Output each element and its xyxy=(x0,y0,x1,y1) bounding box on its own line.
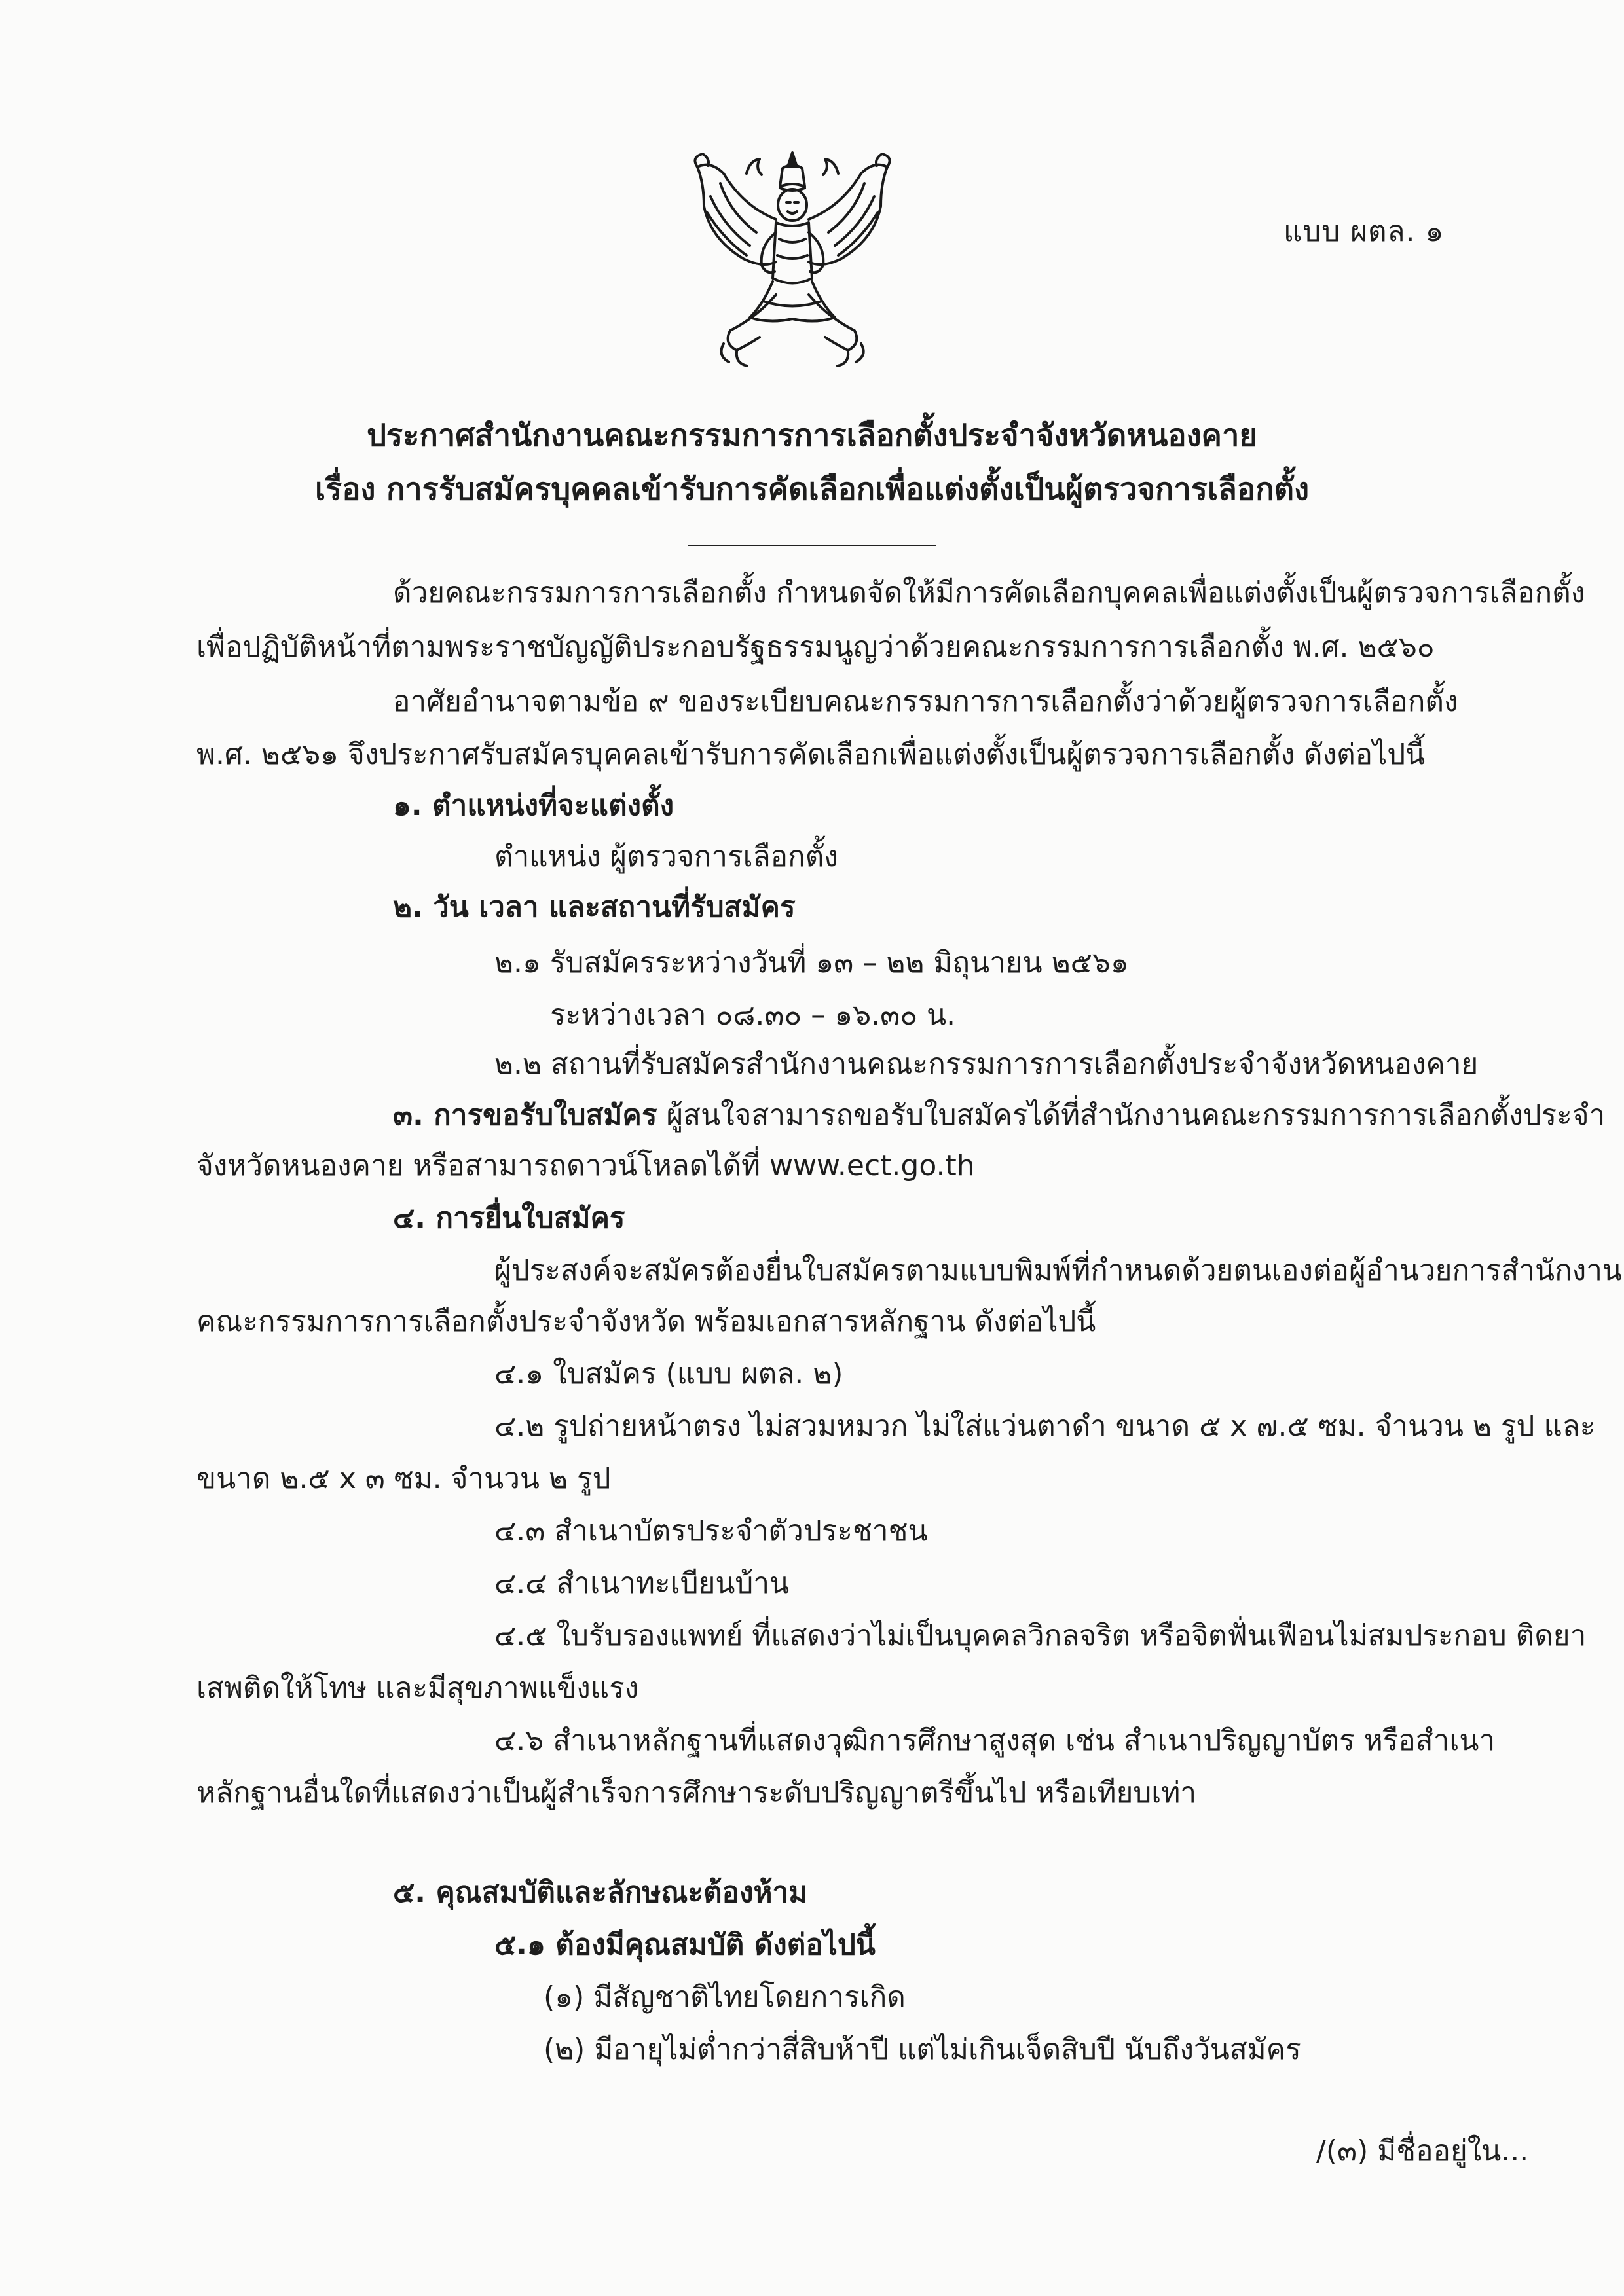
section-4-heading: ๔. การยื่นใบสมัคร xyxy=(393,1201,625,1235)
section-5-1-heading: ๕.๑ ต้องมีคุณสมบัติ ดังต่อไปนี้ xyxy=(494,1928,876,1961)
section-2-item-1-time: ระหว่างเวลา ๐๘.๓๐ – ๑๖.๓๐ น. xyxy=(550,998,956,1032)
section-4-item-3: ๔.๓ สำเนาบัตรประจำตัวประชาชน xyxy=(494,1514,928,1548)
section-4-item-2-line2: ขนาด ๒.๕ x ๓ ซม. จำนวน ๒ รูป xyxy=(196,1462,611,1495)
intro-p2-line1: อาศัยอำนาจตามข้อ ๙ ของระเบียบคณะกรรมการการเลือกตั้งว่าด้วยผู้ตรวจการเลือกตั้ง xyxy=(393,685,1458,718)
section-4-item-6-line2: หลักฐานอื่นใดที่แสดงว่าเป็นผู้สำเร็จการศึกษาระดับปริญญาตรีขึ้นไป หรือเทียบเท่า xyxy=(196,1776,1197,1810)
section-2-item-2: ๒.๒ สถานที่รับสมัครสำนักงานคณะกรรมการการเลือกตั้งประจำจังหวัดหนองคาย xyxy=(494,1048,1479,1081)
section-3-heading: ๓. การขอรับใบสมัคร xyxy=(393,1099,657,1132)
section-4-item-2-line1: ๔.๒ รูปถ่ายหน้าตรง ไม่สวมหมวก ไม่ใส่แว่นตาดำ ขนาด ๕ x ๗.๕ ซม. จำนวน ๒ รูป และ xyxy=(494,1410,1596,1443)
section-4-item-1: ๔.๑ ใบสมัคร (แบบ ผตล. ๒) xyxy=(494,1357,843,1391)
section-3-line2: จังหวัดหนองคาย หรือสามารถดาวน์โหลดได้ที่ www.ect.go.th xyxy=(196,1149,975,1182)
garuda-emblem-icon xyxy=(684,147,900,373)
section-4-item-5-line1: ๔.๕ ใบรับรองแพทย์ ที่แสดงว่าไม่เป็นบุคคลวิกลจริต หรือจิตฟั่นเฟือนไม่สมประกอบ ติดยา xyxy=(494,1619,1587,1652)
intro-p2-line2: พ.ศ. ๒๕๖๑ จึงประกาศรับสมัครบุคคลเข้ารับการคัดเลือกเพื่อแต่งตั้งเป็นผู้ตรวจการเลือกตั้ง ดังต่อไปนี้ xyxy=(196,738,1426,771)
intro-p1-line1: ด้วยคณะกรรมการการเลือกตั้ง กำหนดจัดให้มีการคัดเลือกบุคคลเพื่อแต่งตั้งเป็นผู้ตรวจการเลือกตั้ง xyxy=(393,576,1585,610)
section-3-text: ผู้สนใจสามารถขอรับใบสมัครได้ที่สำนักงานคณะกรรมการการเลือกตั้งประจำ xyxy=(657,1099,1606,1132)
section-1-body: ตำแหน่ง ผู้ตรวจการเลือกตั้ง xyxy=(494,840,838,873)
section-2-item-1: ๒.๑ รับสมัครระหว่างวันที่ ๑๓ – ๒๒ มิถุนายน ๒๕๖๑ xyxy=(494,946,1129,979)
title-divider xyxy=(688,545,936,546)
form-code: แบบ ผตล. ๑ xyxy=(1283,215,1445,248)
section-5-1-item-2: (๒) มีอายุไม่ต่ำกว่าสี่สิบห้าปี แต่ไม่เกินเจ็ดสิบปี นับถึงวันสมัคร xyxy=(544,2033,1301,2066)
section-5-heading: ๕. คุณสมบัติและลักษณะต้องห้าม xyxy=(393,1876,808,1909)
section-1-heading: ๑. ตำแหน่งที่จะแต่งตั้ง xyxy=(393,789,674,822)
announcement-subject: เรื่อง การรับสมัครบุคคลเข้ารับการคัดเลือกเพื่อแต่งตั้งเป็นผู้ตรวจการเลือกตั้ง xyxy=(314,471,1310,507)
section-5-1-item-1: (๑) มีสัญชาติไทยโดยการเกิด xyxy=(544,1980,906,2014)
continuation-note: /(๓) มีชื่ออยู่ใน... xyxy=(1316,2134,1529,2168)
section-4-item-5-line2: เสพติดให้โทษ และมีสุขภาพแข็งแรง xyxy=(196,1671,639,1705)
intro-p1-line2: เพื่อปฏิบัติหน้าที่ตามพระราชบัญญัติประกอบรัฐธรรมนูญว่าด้วยคณะกรรมการการเลือกตั้ง พ.ศ. ๒๕๖๐ xyxy=(196,630,1435,664)
section-2-heading: ๒. วัน เวลา และสถานที่รับสมัคร xyxy=(393,890,796,924)
section-3-line1 xyxy=(393,1099,1605,1133)
section-4-item-6-line1: ๔.๖ สำเนาหลักฐานที่แสดงวุฒิการศึกษาสูงสุด เช่น สำเนาปริญญาบัตร หรือสำเนา xyxy=(494,1724,1496,1757)
section-4-p-line2: คณะกรรมการการเลือกตั้งประจำจังหวัด พร้อมเอกสารหลักฐาน ดังต่อไปนี้ xyxy=(196,1305,1096,1338)
section-4-item-4: ๔.๔ สำเนาทะเบียนบ้าน xyxy=(494,1567,790,1600)
section-4-p-line1: ผู้ประสงค์จะสมัครต้องยื่นใบสมัครตามแบบพิมพ์ที่กำหนดด้วยตนเองต่อผู้อำนวยการสำนักงาน xyxy=(494,1254,1622,1287)
announcement-title: ประกาศสำนักงานคณะกรรมการการเลือกตั้งประจำจังหวัดหนองคาย xyxy=(367,418,1257,454)
